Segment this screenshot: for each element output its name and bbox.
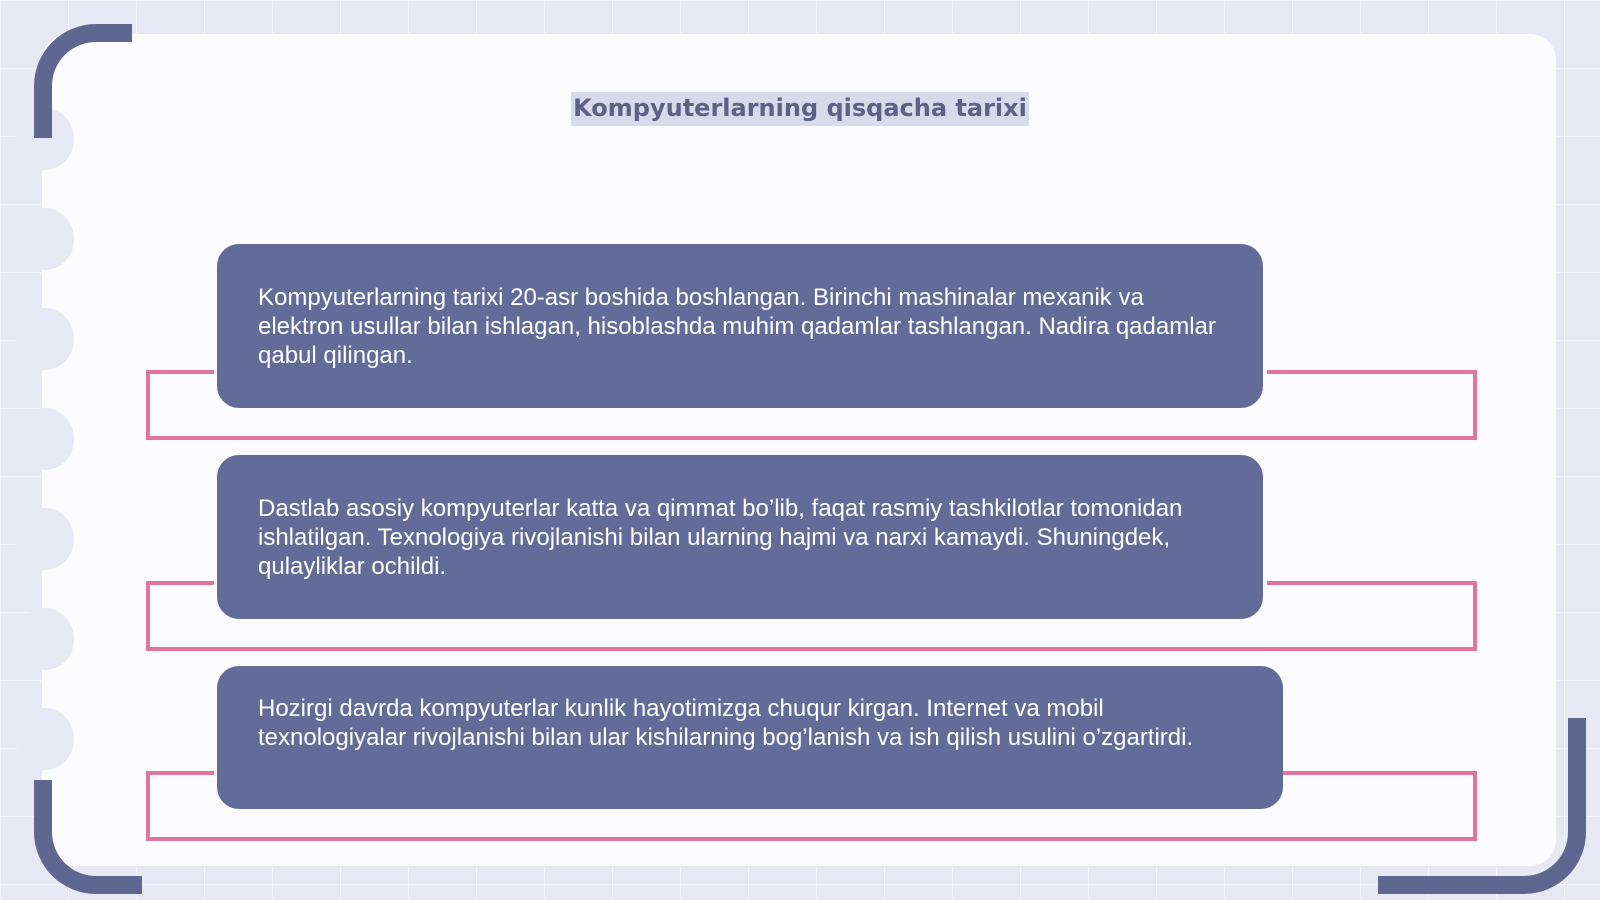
text-card-2-paragraph: Dastlab asosiy kompyuterlar katta va qimmat bo’lib, faqat rasmiy tashkilotlar tomonidan ishlatilgan. Texnologiya rivojlanishi bilan ularning hajmi va narxi kamaydi. Shuningdek, qulayliklar ochildi.	[258, 495, 1183, 580]
text-card-3[interactable]	[217, 666, 1283, 809]
paper-scallop-edge	[16, 708, 74, 770]
paper-scallop-edge	[16, 408, 74, 470]
text-card-3-paragraph: Hozirgi davrda kompyuterlar kunlik hayotimizga chuqur kirgan. Internet va mobil texnologiyalar rivojlanishi bilan ular kishilarning bog’lanish va ish qilish usulini o’zgartirdi.	[258, 695, 1194, 751]
slide-title[interactable]: Kompyuterlarning qisqacha tarixi	[571, 92, 1029, 126]
text-card-1[interactable]	[217, 244, 1263, 408]
text-card-2[interactable]	[217, 455, 1263, 619]
slide-title-container	[0, 92, 1600, 126]
paper-scallop-edge	[16, 608, 74, 670]
frame-corner-bottom-left	[34, 780, 142, 894]
paper-scallop-edge	[16, 208, 74, 270]
text-card-1-paragraph: Kompyuterlarning tarixi 20-asr boshida boshlangan. Birinchi mashinalar mexanik va elektron usullar bilan ishlagan, hisoblashda muhim qadamlar tashlangan. Nadira qadamlar qabul qilingan.	[258, 284, 1216, 369]
paper-scallop-edge	[16, 508, 74, 570]
paper-scallop-edge	[16, 308, 74, 370]
